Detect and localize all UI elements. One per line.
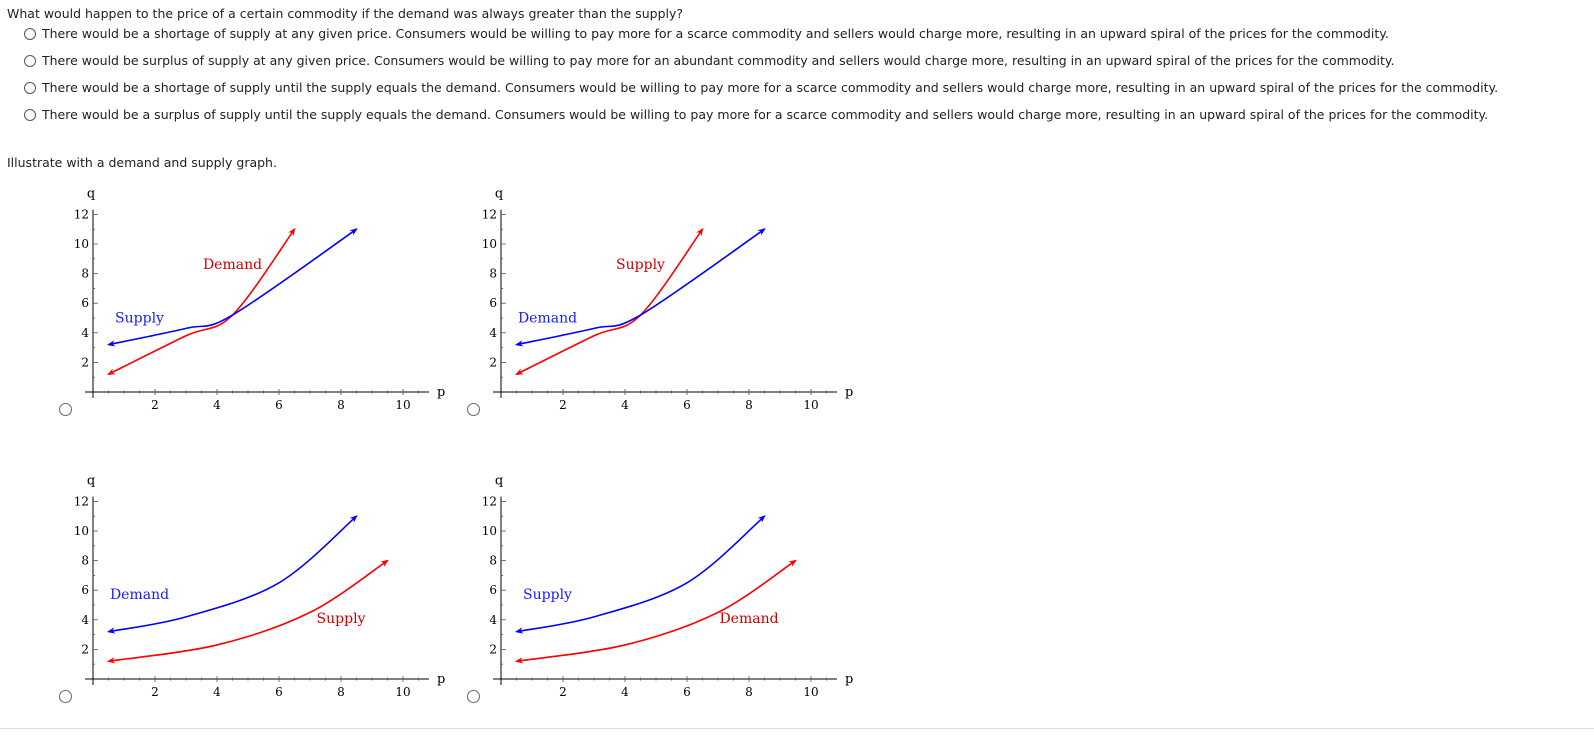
x-tick-label: 4: [621, 398, 629, 412]
y-tick-label: 4: [81, 612, 89, 627]
x-tick-label: 2: [151, 685, 159, 699]
x-tick-label: 2: [559, 685, 567, 699]
x-tick-label: 4: [213, 398, 221, 412]
y-axis-label: q: [86, 473, 96, 489]
y-tick-label: 12: [481, 207, 497, 222]
y-tick-label: 2: [81, 355, 89, 370]
x-tick-label: 10: [803, 685, 819, 699]
y-tick-label: 2: [489, 642, 497, 657]
series-supply-curve: [109, 229, 357, 344]
option-4-radio[interactable]: [24, 109, 36, 121]
y-tick-label: 12: [73, 494, 89, 509]
y-tick-label: 6: [489, 296, 497, 311]
curve-label-demand: Demand: [202, 257, 263, 274]
bottom-divider: [0, 728, 1594, 729]
graph-2: [468, 172, 854, 412]
x-tick-label: 8: [745, 685, 753, 699]
y-tick-label: 4: [489, 612, 497, 627]
y-tick-label: 10: [73, 237, 89, 251]
y-tick-label: 6: [81, 583, 89, 598]
x-tick-label: 6: [275, 398, 283, 412]
y-tick-label: 12: [481, 494, 497, 509]
curve-label-demand: Demand: [719, 610, 779, 627]
curve-label-supply: Supply: [616, 257, 665, 274]
curve-label-demand: Demand: [517, 310, 578, 327]
y-tick-label: 2: [489, 355, 497, 370]
graph-4: [468, 459, 854, 699]
option-4-label[interactable]: There would be a surplus of supply until the supply equals the demand. Consumers would be willing to pay more for a scarce commodity and sellers would charge more, resulting in an upward spiral of the prices for the commodity.: [42, 107, 1489, 122]
x-tick-label: 10: [803, 398, 819, 412]
curve-label-supply: Supply: [115, 310, 164, 327]
y-tick-label: 8: [489, 553, 497, 568]
x-tick-label: 8: [337, 398, 345, 412]
x-tick-label: 6: [275, 685, 283, 699]
option-1-label[interactable]: There would be a shortage of supply at any given price. Consumers would be willing to pay more for a scarce commodity and sellers would charge more, resulting in an upward spiral of the prices for the commodity.: [42, 26, 1389, 41]
x-tick-label: 2: [151, 398, 159, 412]
y-tick-label: 4: [81, 325, 89, 340]
y-axis-label: q: [86, 186, 96, 202]
y-tick-label: 4: [489, 325, 497, 340]
curve-label-demand: Demand: [109, 587, 170, 604]
option-3-label[interactable]: There would be a shortage of supply until the supply equals the demand. Consumers would be willing to pay more for a scarce commodity and sellers would charge more, resulting in an upward spiral of the prices for the commodity.: [42, 80, 1499, 95]
option-3[interactable]: [24, 80, 1498, 95]
x-tick-label: 10: [395, 685, 411, 699]
y-tick-label: 8: [489, 266, 497, 281]
x-tick-label: 10: [395, 398, 411, 412]
x-tick-label: 8: [745, 398, 753, 412]
x-axis-label: p: [845, 385, 854, 400]
question-text: What would happen to the price of a certain commodity if the demand was always greater than the supply?: [7, 6, 684, 21]
x-tick-label: 6: [683, 398, 691, 412]
graph-3: [60, 459, 446, 699]
series-demand-curve: [109, 229, 295, 374]
y-tick-label: 8: [81, 266, 89, 281]
x-tick-label: 4: [621, 685, 629, 699]
y-tick-label: 6: [489, 583, 497, 598]
option-1[interactable]: [24, 26, 1389, 41]
illustrate-instruction: Illustrate with a demand and supply graph.: [7, 155, 277, 170]
curve-label-supply: Supply: [523, 587, 572, 604]
x-axis-label: p: [437, 385, 446, 400]
series-demand-curve: [517, 229, 765, 344]
y-tick-label: 10: [481, 524, 497, 538]
y-tick-label: 10: [73, 524, 89, 538]
y-tick-label: 12: [73, 207, 89, 222]
y-tick-label: 10: [481, 237, 497, 251]
series-supply-curve: [517, 229, 703, 374]
x-tick-label: 2: [559, 398, 567, 412]
option-1-radio[interactable]: [24, 28, 36, 40]
option-2-radio[interactable]: [24, 55, 36, 67]
curve-label-supply: Supply: [316, 610, 366, 627]
x-axis-label: p: [437, 672, 446, 687]
y-axis-label: q: [494, 473, 504, 489]
y-tick-label: 8: [81, 553, 89, 568]
y-axis-label: q: [494, 186, 504, 202]
y-tick-label: 6: [81, 296, 89, 311]
x-tick-label: 6: [683, 685, 691, 699]
x-axis-label: p: [845, 672, 854, 687]
option-3-radio[interactable]: [24, 82, 36, 94]
graph-1: [60, 172, 446, 412]
x-tick-label: 4: [213, 685, 221, 699]
option-2[interactable]: [24, 53, 1395, 68]
x-tick-label: 8: [337, 685, 345, 699]
option-4[interactable]: [24, 107, 1488, 122]
y-tick-label: 2: [81, 642, 89, 657]
option-2-label[interactable]: There would be surplus of supply at any given price. Consumers would be willing to pay more for an abundant commodity and sellers would charge more, resulting in an upward spiral of the prices for the commodity.: [42, 53, 1395, 68]
